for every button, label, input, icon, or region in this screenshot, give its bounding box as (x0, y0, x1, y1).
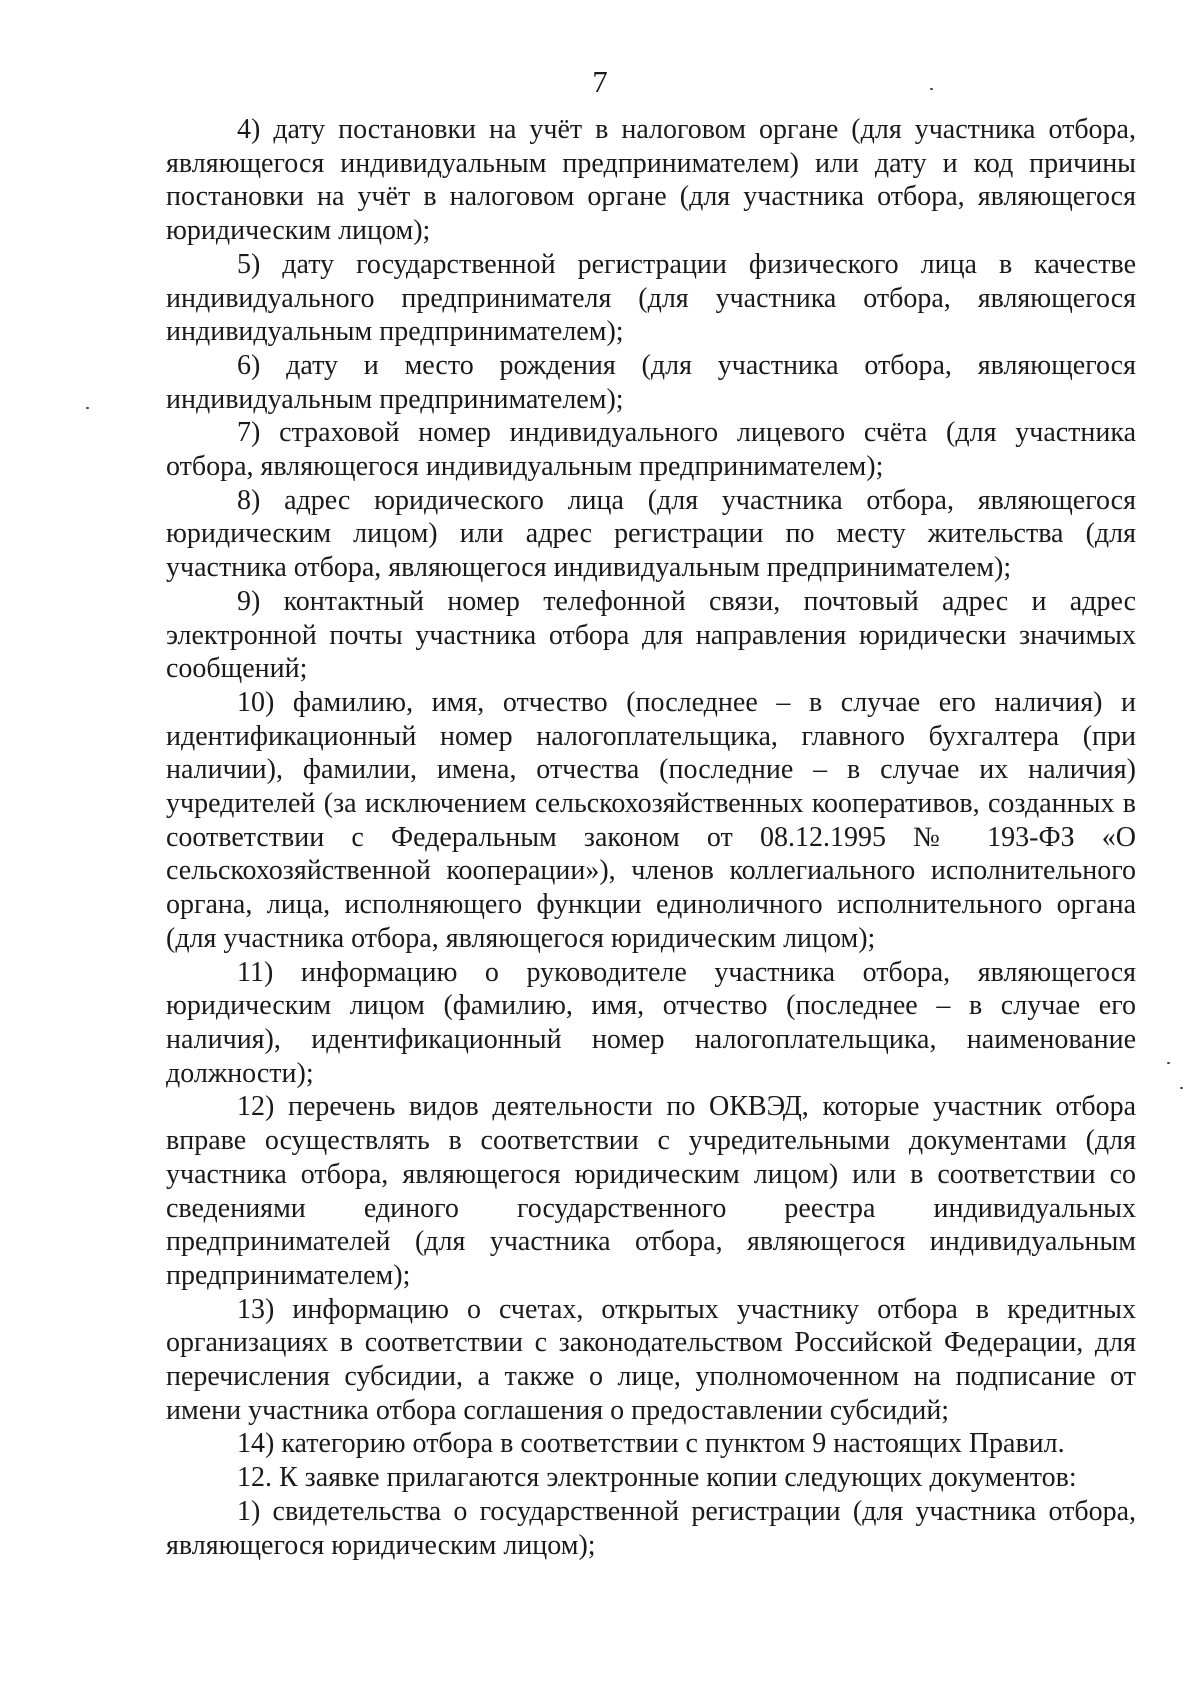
list-item-11: 11) информацию о руководителе участника отбора, являющегося юридическим лицом (фамилию, имя, отчество (последнее – в случае его наличия), идентификационный номер налогоплательщика, наименование должности); (166, 956, 1136, 1089)
list-item-6: 6) дату и место рождения (для участника отбора, являющегося индивидуальным предпринимателем); (166, 349, 1136, 415)
list-item-13: 13) информацию о счетах, открытых участнику отбора в кредитных организациях в соответствии с законодательством Российской Федерации, для перечисления субсидии, а также о лице, уполномоченном на подписание от имени участника отбора соглашения о предоставлении субсидий; (166, 1293, 1136, 1426)
scan-speck (930, 88, 933, 90)
list-item-10: 10) фамилию, имя, отчество (последнее – в случае его наличия) и идентификационный номер налогоплательщика, главного бухгалтера (при наличии), фамилии, имена, отчества (последние – в случае их наличия) учредителей (за исключением сельскохозяйственных кооперативов, созданных в соответствии с Федеральным законом от 08.12.1995 № 193-ФЗ «О сельскохозяйственной кооперации»), членов коллегиального исполнительного органа, лица, исполняющего функции единоличного исполнительного органа (для участника отбора, являющегося юридическим лицом); (166, 686, 1136, 954)
list-item-7: 7) страховой номер индивидуального лицевого счёта (для участника отбора, являющегося индивидуальным предпринимателем); (166, 417, 1136, 483)
scan-speck (1167, 1062, 1170, 1064)
document-body (166, 113, 1136, 1562)
list-item-12: 12) перечень видов деятельности по ОКВЭД, которые участник отбора вправе осуществлять в соответствии с учредительными документами (для участника отбора, являющегося юридическим лицом) или в соответствии со сведениями единого государственного реестра индивидуальных предпринимателей (для участника отбора, являющегося индивидуальным предпринимателем); (166, 1091, 1136, 1291)
list-item-9: 9) контактный номер телефонной связи, почтовый адрес и адрес электронной почты участника отбора для направления юридически значимых сообщений; (166, 585, 1136, 685)
attachment-item-1: 1) свидетельства о государственной регистрации (для участника отбора, являющегося юридическим лицом); (166, 1495, 1136, 1561)
page-number: 7 (592, 64, 608, 99)
list-item-4: 4) дату постановки на учёт в налоговом органе (для участника отбора, являющегося индивидуальным предпринимателем) или дату и код причины постановки на учёт в налоговом органе (для участника отбора, являющегося юридическим лицом); (166, 114, 1136, 247)
scan-speck (1180, 1087, 1183, 1089)
list-item-8: 8) адрес юридического лица (для участника отбора, являющегося юридическим лицом) или адрес регистрации по месту жительства (для участника отбора, являющегося индивидуальным предпринимателем); (166, 484, 1136, 584)
list-item-14: 14) категорию отбора в соответствии с пунктом 9 настоящих Правил. (237, 1428, 1065, 1460)
list-item-5: 5) дату государственной регистрации физического лица в качестве индивидуального предпринимателя (для участника отбора, являющегося индивидуальным предпринимателем); (166, 248, 1136, 348)
scan-speck (86, 407, 89, 409)
section-12-heading: 12. К заявке прилагаются электронные копии следующих документов: (237, 1462, 1077, 1494)
